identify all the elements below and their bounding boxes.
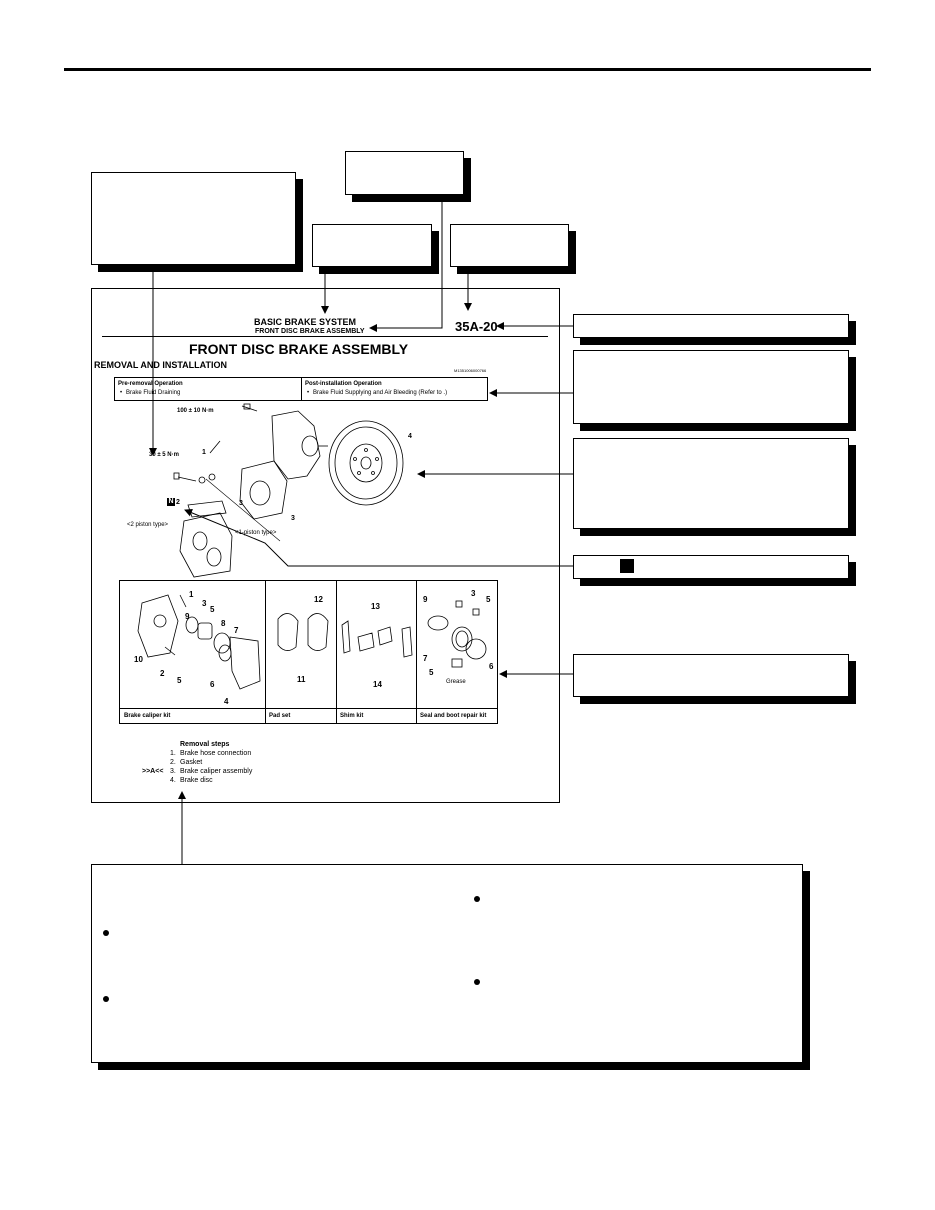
n-symbol-box: N xyxy=(168,498,174,505)
removal-step-4-text: Brake disc xyxy=(180,777,213,784)
removal-step-2-text: Gasket xyxy=(180,759,203,766)
kit-shim-num-14: 14 xyxy=(373,680,382,689)
removal-step-1-num: 1. xyxy=(170,750,176,757)
section-subtitle: REMOVAL AND INSTALLATION xyxy=(94,360,227,370)
kit-name-seal-boot: Seal and boot repair kit xyxy=(420,713,487,719)
part-num-2: 2 xyxy=(176,499,180,506)
torque-lower: 30 ± 5 N·m xyxy=(149,452,179,458)
removal-step-1-text: Brake hose connection xyxy=(180,750,252,757)
kit-caliper-num-2: 2 xyxy=(160,669,165,678)
kit-caliper-num-5b: 5 xyxy=(177,676,182,685)
leader-section-title xyxy=(370,198,442,328)
kit-seal-num-6: 6 xyxy=(489,662,494,671)
kit-grease-label: Grease xyxy=(446,679,466,685)
pre-removal-heading: Pre-removal Operation xyxy=(118,381,183,387)
kit-caliper-num-7: 7 xyxy=(234,626,239,635)
leader-n-symbol xyxy=(185,510,573,566)
removal-step-2-num: 2. xyxy=(170,759,176,766)
kit-pad-num-12: 12 xyxy=(314,595,323,604)
kit-seal-num-5b: 5 xyxy=(429,668,434,677)
kit-name-caliper: Brake caliper kit xyxy=(124,713,171,719)
kit-seal-num-3: 3 xyxy=(471,589,476,598)
removal-step-3-text: Brake caliper assembly xyxy=(180,768,253,775)
torque-upper: 100 ± 10 N·m xyxy=(177,408,214,414)
kit-name-pad: Pad set xyxy=(269,713,291,719)
system-title: BASIC BRAKE SYSTEM xyxy=(254,317,357,327)
post-installation-heading: Post-installation Operation xyxy=(305,381,382,387)
kit-caliper-num-5a: 5 xyxy=(210,605,215,614)
removal-step-4-num: 4. xyxy=(170,777,176,784)
kit-seal-num-7: 7 xyxy=(423,654,428,663)
removal-heading: Removal steps xyxy=(180,741,230,748)
page-number: 35A-20 xyxy=(455,319,498,334)
section-code: M1351006000766 xyxy=(454,368,487,373)
section-title: FRONT DISC BRAKE ASSEMBLY xyxy=(189,341,409,357)
label-1piston-type: <1-piston type> xyxy=(235,530,277,536)
post-installation-item: Brake Fluid Supplying and Air Bleeding (Refer to .) xyxy=(313,390,448,396)
kit-caliper-num-6: 6 xyxy=(210,680,215,689)
removal-marker: >>A<< xyxy=(142,768,164,775)
post-installation-bullet: • xyxy=(307,390,310,396)
pre-removal-bullet: • xyxy=(120,390,123,396)
label-2piston-type: <2 piston type> xyxy=(127,522,169,528)
pre-removal-item: Brake Fluid Draining xyxy=(126,390,181,396)
kit-shim-num-13: 13 xyxy=(371,602,380,611)
kit-caliper-num-3: 3 xyxy=(202,599,207,608)
kit-seal-num-9: 9 xyxy=(423,595,428,604)
part-num-4: 4 xyxy=(408,433,412,440)
removal-step-3-num: 3. xyxy=(170,768,176,775)
kit-seal-num-5a: 5 xyxy=(486,595,491,604)
assembly-header: FRONT DISC BRAKE ASSEMBLY xyxy=(255,328,365,335)
kit-caliper-num-10: 10 xyxy=(134,655,143,664)
kit-caliper-num-9: 9 xyxy=(185,612,190,621)
kit-caliper-num-8: 8 xyxy=(221,619,226,628)
kit-name-shim: Shim kit xyxy=(340,713,364,719)
part-num-3-lower: 3 xyxy=(239,500,243,507)
kit-caliper-num-1: 1 xyxy=(189,590,194,599)
part-num-1: 1 xyxy=(202,449,206,456)
part-num-3-upper: 3 xyxy=(291,515,295,522)
kit-caliper-num-4: 4 xyxy=(224,697,229,706)
kit-pad-num-11: 11 xyxy=(297,675,306,684)
